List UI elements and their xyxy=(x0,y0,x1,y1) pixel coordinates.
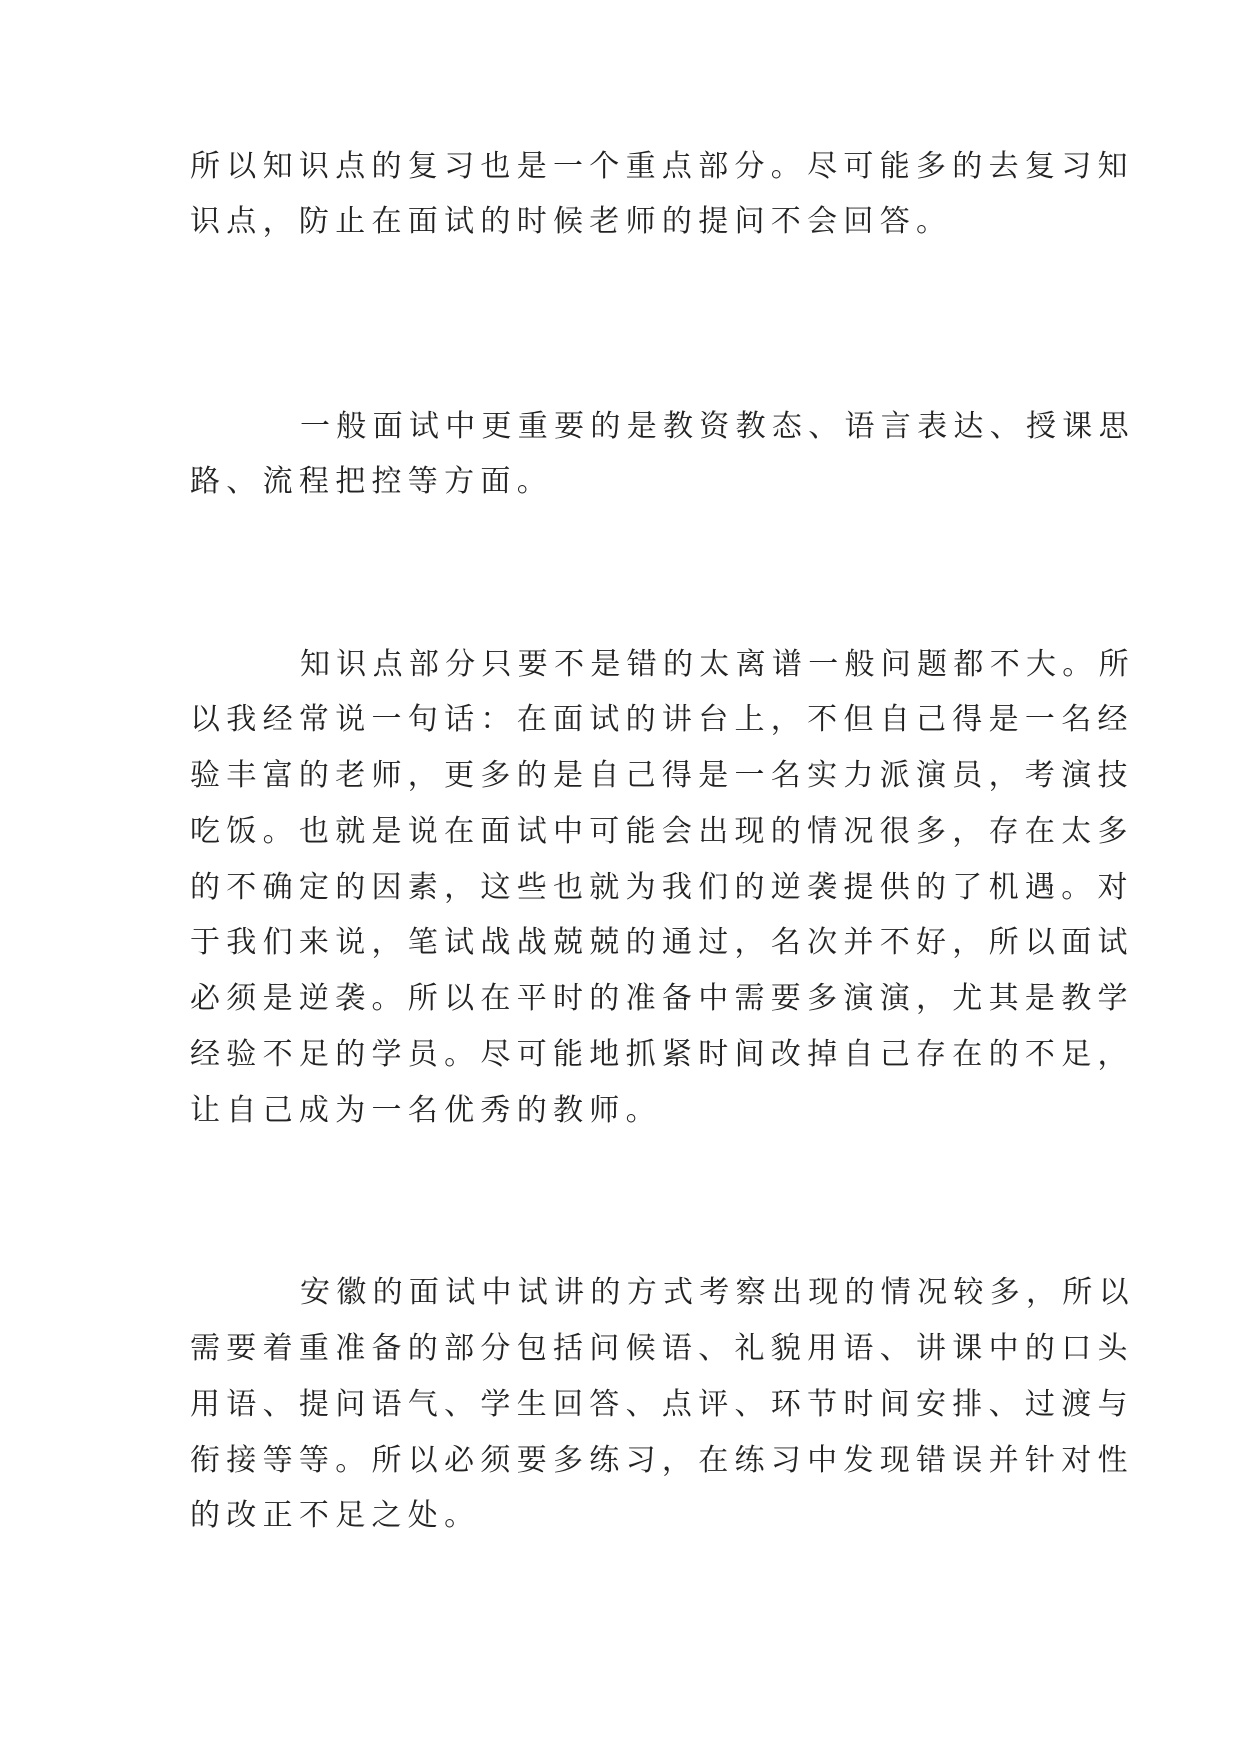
paragraph-4-line-5: 的改正不足之处。 xyxy=(190,1498,481,1533)
paragraph-3-line-7: 必须是逆袭。所以在平时的准备中需要多演演，尤其是教学 xyxy=(190,981,1134,1016)
paragraph-1-line-1: 所以知识点的复习也是一个重点部分。尽可能多的去复习知 xyxy=(190,149,1134,184)
paragraph-4-line-2: 需要着重准备的部分包括问候语、礼貌用语、讲课中的口头 xyxy=(190,1331,1134,1366)
paragraph-3-line-8: 经验不足的学员。尽可能地抓紧时间改掉自己存在的不足， xyxy=(190,1037,1134,1072)
paragraph-3-line-6: 于我们来说，笔试战战兢兢的通过，名次并不好，所以面试 xyxy=(190,925,1134,960)
paragraph-2-line-1: 一般面试中更重要的是教资教态、语言表达、授课思 xyxy=(300,409,1135,444)
paragraph-2-line-2: 路、流程把控等方面。 xyxy=(190,464,553,499)
paragraph-4-line-3: 用语、提问语气、学生回答、点评、环节时间安排、过渡与 xyxy=(190,1387,1134,1422)
paragraph-3-line-3: 验丰富的老师，更多的是自己得是一名实力派演员，考演技 xyxy=(190,758,1134,793)
paragraph-3-line-2: 以我经常说一句话：在面试的讲台上，不但自己得是一名经 xyxy=(190,702,1134,737)
paragraph-3-line-4: 吃饭。也就是说在面试中可能会出现的情况很多，存在太多 xyxy=(190,814,1134,849)
paragraph-3-line-5: 的不确定的因素，这些也就为我们的逆袭提供的了机遇。对 xyxy=(190,870,1134,905)
paragraph-4-line-4: 衔接等等。所以必须要多练习，在练习中发现错误并针对性 xyxy=(190,1443,1134,1478)
paragraph-4-line-1: 安徽的面试中试讲的方式考察出现的情况较多，所以 xyxy=(300,1275,1135,1310)
paragraph-3-line-9: 让自己成为一名优秀的教师。 xyxy=(190,1093,662,1128)
paragraph-1-line-2: 识点，防止在面试的时候老师的提问不会回答。 xyxy=(190,204,953,239)
paragraph-3-line-1: 知识点部分只要不是错的太离谱一般问题都不大。所 xyxy=(300,647,1135,682)
